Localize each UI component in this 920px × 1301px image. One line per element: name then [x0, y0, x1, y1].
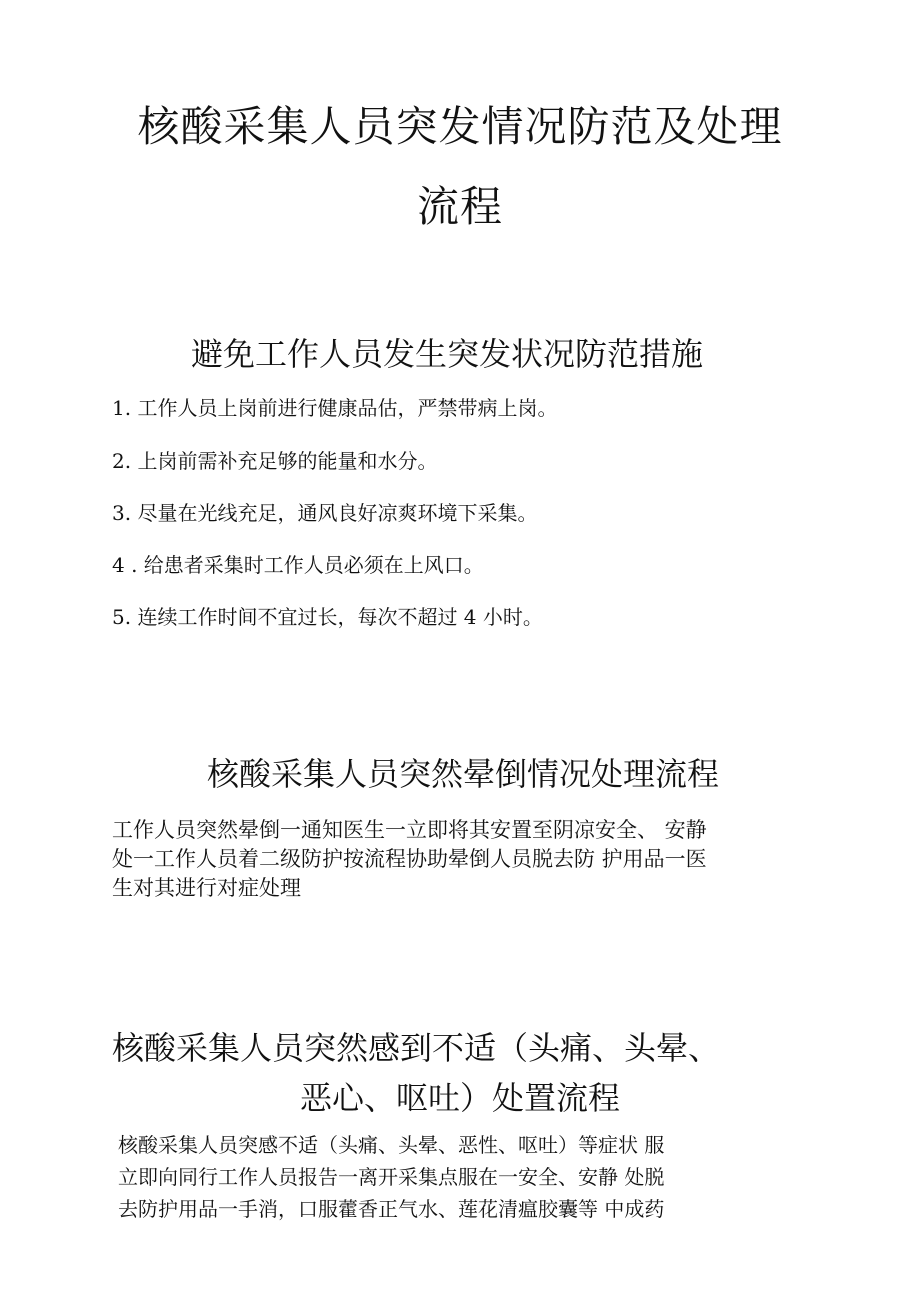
prevention-heading: 避免工作人员发生突发状况防范措施 — [190, 335, 703, 373]
document-title-line-1: 核酸采集人员突发情况防范及处理 — [137, 102, 783, 151]
discomfort-heading-line-1: 核酸采集人员突然感到不适（头痛、头晕、 — [112, 1029, 721, 1067]
discomfort-procedure-line: 立即向同行工作人员报告一离开采集点服在一安全、安静 处脱 — [118, 1165, 665, 1189]
discomfort-procedure — [118, 1129, 818, 1225]
fainting-heading: 核酸采集人员突然晕倒情况处理流程 — [206, 755, 719, 793]
prevention-item: 4 . 给患者采集时工作人员必须在上风口。 — [112, 553, 484, 577]
discomfort-heading-line-2: 恶心、呕吐）处置流程 — [299, 1079, 620, 1117]
fainting-procedure-line: 工作人员突然晕倒一通知医生一立即将其安置至阴凉安全、 安静 — [112, 818, 707, 842]
discomfort-procedure-line: 核酸采集人员突感不适（头痛、头晕、恶性、呕吐）等症状 服 — [118, 1133, 665, 1157]
document-title-line-2: 流程 — [416, 182, 503, 231]
discomfort-procedure-line: 去防护用品一手消，口服藿香正气水、莲花清瘟胶囊等 中成药 — [118, 1197, 665, 1221]
prevention-item: 3. 尽量在光线充足，通风良好凉爽环境下采集。 — [112, 501, 538, 525]
fainting-procedure-line: 生对其进行对症处理 — [112, 876, 301, 900]
prevention-item: 2. 上岗前需补充足够的能量和水分。 — [112, 449, 438, 473]
fainting-procedure-line: 处一工作人员着二级防护按流程协助晕倒人员脱去防 护用品一医 — [112, 847, 707, 871]
prevention-item: 5. 连续工作时间不宜过长，每次不超过 4 小时。 — [112, 605, 543, 629]
prevention-item: 1. 工作人员上岗前进行健康品估，严禁带病上岗。 — [112, 396, 558, 420]
fainting-procedure — [112, 816, 812, 903]
